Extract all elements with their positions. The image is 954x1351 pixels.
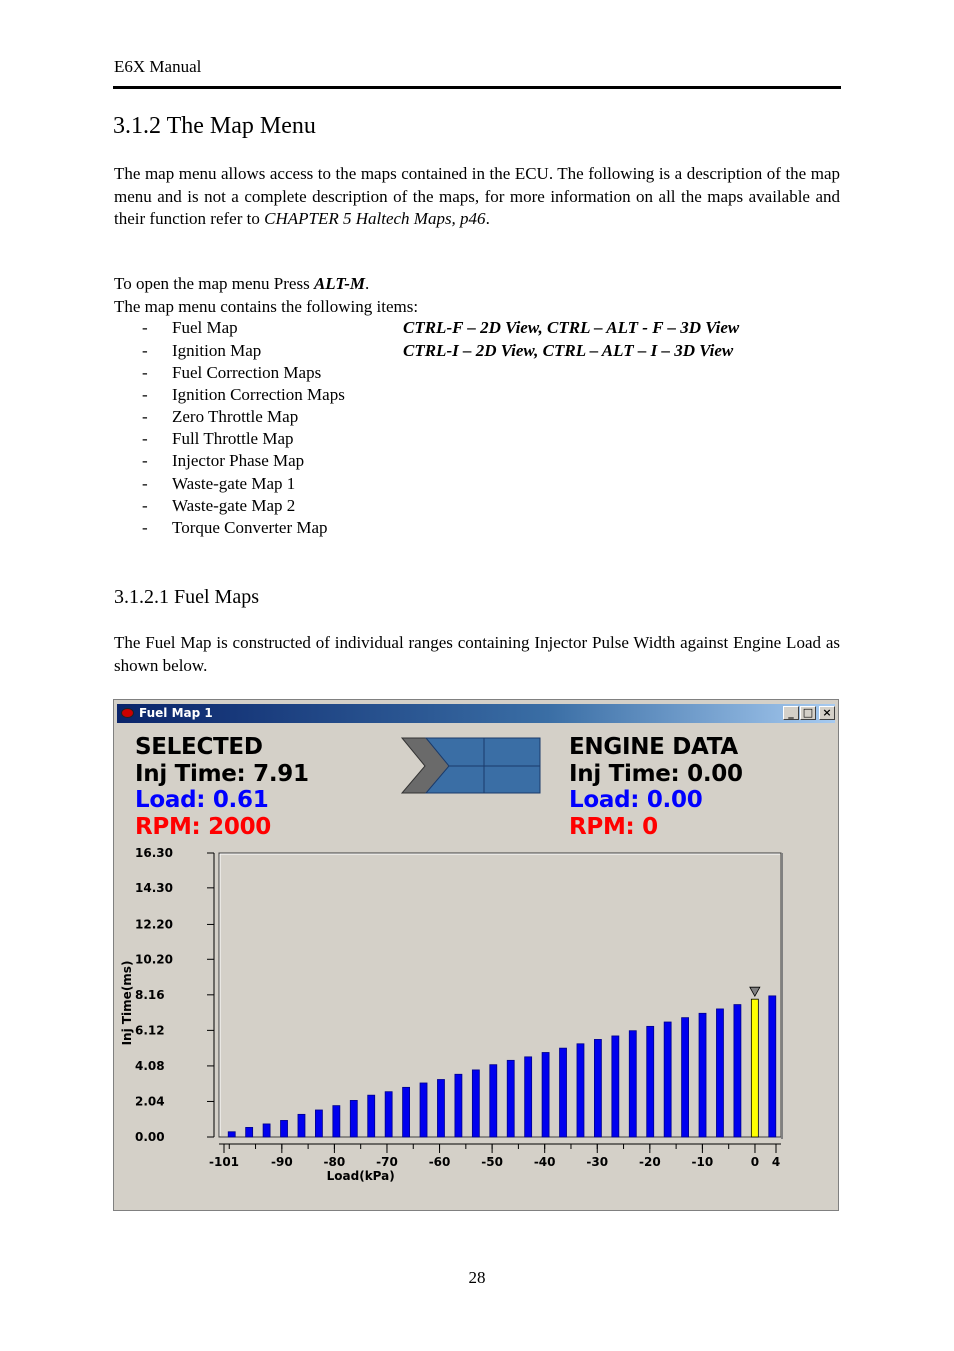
- bar: [437, 1080, 444, 1137]
- menu-item: [142, 429, 294, 449]
- bar: [664, 1022, 671, 1137]
- bar: [385, 1092, 392, 1137]
- list-dash: -: [142, 341, 148, 360]
- bar: [734, 1005, 741, 1137]
- menu-item: [142, 451, 304, 471]
- bar: [368, 1095, 375, 1137]
- bar: [403, 1087, 410, 1137]
- bar: [350, 1100, 357, 1137]
- x-tick-label: -20: [638, 1155, 661, 1169]
- menu-item-label: Torque Converter Map: [172, 518, 328, 537]
- menu-item: [142, 407, 298, 427]
- open-suffix: .: [364, 274, 370, 293]
- y-tick-label: 16.30: [135, 846, 173, 860]
- menu-item: [142, 385, 345, 405]
- header-rule: [113, 86, 841, 89]
- intro-text: The map menu allows access to the maps contained in the ECU. The following is a description of the map menu and is not a complete description of the maps, for more information on all the maps available and their function refer to: [114, 164, 840, 228]
- bar: [699, 1013, 706, 1137]
- bar: [228, 1132, 235, 1137]
- bar: [472, 1070, 479, 1137]
- list-dash: -: [142, 429, 148, 448]
- list-dash: -: [142, 518, 148, 537]
- x-tick-label: -30: [586, 1155, 609, 1169]
- x-tick-label: -90: [270, 1155, 293, 1169]
- y-tick-label: 12.20: [135, 917, 173, 932]
- menu-item: [142, 518, 328, 538]
- minimize-button[interactable]: _: [783, 706, 799, 720]
- x-tick-label: -40: [533, 1155, 556, 1169]
- list-dash: -: [142, 363, 148, 382]
- x-tick-label: -101: [208, 1155, 240, 1169]
- list-dash: -: [142, 407, 148, 426]
- maximize-button[interactable]: □: [800, 706, 816, 720]
- chapter-reference: CHAPTER 5 Haltech Maps, p46: [264, 209, 486, 228]
- menu-item-label: Fuel Correction Maps: [172, 363, 322, 382]
- menu-item: [142, 363, 321, 383]
- list-dash: -: [142, 318, 148, 337]
- y-tick-label: 2.04: [135, 1094, 165, 1109]
- bar: [298, 1114, 305, 1137]
- shortcut-key: ALT-M: [313, 274, 365, 293]
- close-button[interactable]: ×: [819, 706, 835, 720]
- engine-load: Load: 0.00: [569, 787, 703, 813]
- menu-item-shortcut: CTRL-F – 2D View, CTRL – ALT - F – 3D View: [403, 318, 740, 337]
- bar: [577, 1044, 584, 1137]
- menu-item: [142, 474, 295, 494]
- menu-item-label: Ignition Map: [172, 341, 262, 360]
- selected-rpm: RPM: 2000: [135, 814, 271, 840]
- fuel-map-window: [113, 699, 839, 1211]
- bar: [420, 1083, 427, 1137]
- page-number: 28: [468, 1268, 486, 1287]
- menu-item: [142, 318, 238, 338]
- open-instruction: [114, 274, 369, 294]
- menu-item-label: Waste-gate Map 2: [172, 496, 296, 515]
- bar: [333, 1106, 340, 1137]
- contains-text: The map menu contains the following items:: [114, 297, 419, 316]
- x-tick-label: 4: [771, 1155, 781, 1169]
- bar: [263, 1124, 270, 1137]
- x-tick-label: -10: [691, 1155, 714, 1169]
- x-tick-label: -50: [481, 1155, 503, 1169]
- x-tick-label: -70: [376, 1155, 398, 1169]
- bar: [490, 1065, 497, 1137]
- bar: [594, 1039, 601, 1137]
- bar: [612, 1036, 619, 1137]
- list-dash: -: [142, 474, 148, 493]
- bar: [455, 1074, 462, 1137]
- y-tick-label: 10.20: [135, 952, 173, 967]
- engine-rpm: RPM: 0: [569, 814, 658, 840]
- window-title: Fuel Map 1: [139, 706, 213, 720]
- bar: [629, 1031, 636, 1137]
- intro-paragraph: [114, 163, 840, 231]
- bar: [716, 1009, 723, 1137]
- bar: [281, 1120, 288, 1137]
- x-tick-label: -80: [323, 1155, 346, 1169]
- running-header: E6X Manual: [114, 57, 202, 76]
- engine-data-heading: ENGINE DATA: [569, 734, 738, 760]
- selected-inj-time: Inj Time: 7.91: [135, 761, 309, 787]
- section-heading: 3.1.2 The Map Menu: [113, 113, 316, 139]
- selected-load: Load: 0.61: [135, 787, 269, 813]
- y-tick-label: 8.16: [135, 987, 165, 1002]
- y-tick-label: 14.30: [135, 880, 173, 895]
- y-tick-label: 4.08: [135, 1058, 165, 1073]
- bar: [682, 1018, 689, 1137]
- menu-item-label: Waste-gate Map 1: [172, 474, 296, 493]
- menu-item-shortcut: CTRL-I – 2D View, CTRL – ALT – I – 3D View: [403, 341, 734, 360]
- y-tick-label: 0.00: [135, 1130, 165, 1144]
- bar: [647, 1026, 654, 1137]
- bar: [769, 996, 776, 1137]
- bar: [542, 1052, 549, 1137]
- fuel-maps-paragraph: The Fuel Map is constructed of individual ranges containing Injector Pulse Width against Engine Load as shown below.: [114, 633, 840, 675]
- intro-end: .: [485, 209, 490, 228]
- engine-inj-time: Inj Time: 0.00: [569, 761, 743, 787]
- plot-area: [219, 853, 781, 1137]
- bar: [525, 1057, 532, 1137]
- bar: [560, 1048, 567, 1137]
- selected-heading: SELECTED: [135, 734, 263, 760]
- open-prefix: To open the map menu Press: [114, 274, 314, 293]
- menu-item-label: Fuel Map: [172, 318, 238, 337]
- bar: [246, 1127, 253, 1137]
- x-tick-label: -60: [428, 1155, 451, 1169]
- menu-item-label: Injector Phase Map: [172, 451, 305, 470]
- x-axis-label: Load(kPa): [326, 1169, 395, 1183]
- menu-item: [142, 341, 261, 361]
- bar: [507, 1060, 514, 1137]
- y-tick-label: 6.12: [135, 1023, 165, 1038]
- fuel-map-chart[interactable]: [114, 700, 839, 1211]
- menu-item-label: Zero Throttle Map: [172, 407, 299, 426]
- menu-item-label: Ignition Correction Maps: [172, 385, 345, 404]
- list-dash: -: [142, 451, 148, 470]
- x-tick-label: 0: [750, 1155, 760, 1169]
- y-axis-label: Inj Time(ms): [120, 960, 134, 1046]
- list-dash: -: [142, 385, 148, 404]
- menu-item-label: Full Throttle Map: [172, 429, 294, 448]
- selected-bar: [751, 999, 758, 1137]
- menu-item: [142, 496, 295, 516]
- list-dash: -: [142, 496, 148, 515]
- bar: [315, 1110, 322, 1137]
- subsection-heading: 3.1.2.1 Fuel Maps: [114, 586, 259, 608]
